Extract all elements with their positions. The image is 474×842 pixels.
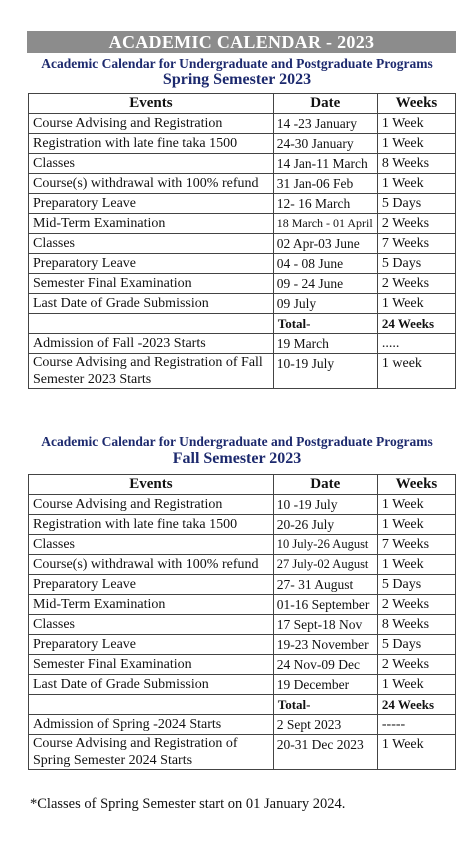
weeks-header: Weeks bbox=[377, 475, 455, 495]
event-cell: Mid-Term Examination bbox=[29, 214, 274, 234]
fall-semester-title: Fall Semester 2023 bbox=[172, 450, 302, 467]
weeks-cell: 7 Weeks bbox=[377, 535, 455, 555]
total-row bbox=[29, 695, 456, 715]
weeks-header: Weeks bbox=[377, 94, 455, 114]
weeks-cell: 7 Weeks bbox=[377, 234, 455, 254]
table-row bbox=[29, 495, 456, 515]
date-header: Date bbox=[273, 94, 377, 114]
date-cell: 17 Sept-18 Nov bbox=[273, 615, 377, 635]
date-cell: 12- 16 March bbox=[273, 194, 377, 214]
date-cell: 01-16 September bbox=[273, 595, 377, 615]
date-cell: 20-26 July bbox=[273, 515, 377, 535]
weeks-cell: 1 Week bbox=[377, 495, 455, 515]
table-row bbox=[29, 214, 456, 234]
empty-cell bbox=[29, 314, 274, 334]
weeks-cell: 5 Days bbox=[377, 575, 455, 595]
date-cell: 04 - 08 June bbox=[273, 254, 377, 274]
event-cell: Course Advising and Registration of Spring Semester 2024 Starts bbox=[29, 735, 274, 770]
date-cell: 31 Jan-06 Feb bbox=[273, 174, 377, 194]
table-row bbox=[29, 354, 456, 389]
event-cell: Classes bbox=[29, 154, 274, 174]
fall-program-title: Academic Calendar for Undergraduate and Postgraduate Programs bbox=[41, 434, 433, 449]
date-cell: 2 Sept 2023 bbox=[273, 715, 377, 735]
event-cell: Preparatory Leave bbox=[29, 635, 274, 655]
weeks-cell: ----- bbox=[377, 715, 455, 735]
weeks-cell: 2 Weeks bbox=[377, 274, 455, 294]
event-cell: Preparatory Leave bbox=[29, 254, 274, 274]
total-weeks: 24 Weeks bbox=[377, 695, 455, 715]
weeks-cell: 5 Days bbox=[377, 254, 455, 274]
weeks-cell: 1 week bbox=[377, 354, 455, 389]
weeks-cell: 1 Week bbox=[377, 555, 455, 575]
date-cell: 24 Nov-09 Dec bbox=[273, 655, 377, 675]
table-row bbox=[29, 595, 456, 615]
table-row bbox=[29, 515, 456, 535]
table-header-row bbox=[29, 94, 456, 114]
event-cell: Registration with late fine taka 1500 bbox=[29, 515, 274, 535]
event-cell: Classes bbox=[29, 234, 274, 254]
date-cell: 10 -19 July bbox=[273, 495, 377, 515]
date-cell: 02 Apr-03 June bbox=[273, 234, 377, 254]
weeks-cell: 5 Days bbox=[377, 194, 455, 214]
date-cell: 24-30 January bbox=[273, 134, 377, 154]
weeks-cell: 8 Weeks bbox=[377, 615, 455, 635]
event-cell: Registration with late fine taka 1500 bbox=[29, 134, 274, 154]
date-cell: 19-23 November bbox=[273, 635, 377, 655]
table-row bbox=[29, 114, 456, 134]
spring-semester-title: Spring Semester 2023 bbox=[162, 71, 312, 88]
spring-calendar-table bbox=[28, 93, 456, 389]
event-cell: Classes bbox=[29, 535, 274, 555]
table-row bbox=[29, 294, 456, 314]
table-row bbox=[29, 334, 456, 354]
spring-program-title: Academic Calendar for Undergraduate and Postgraduate Programs bbox=[41, 56, 433, 71]
date-cell: 27 July-02 August bbox=[273, 555, 377, 575]
event-cell: Preparatory Leave bbox=[29, 575, 274, 595]
table-row bbox=[29, 735, 456, 770]
date-cell: 14 -23 January bbox=[273, 114, 377, 134]
date-cell: 19 March bbox=[273, 334, 377, 354]
table-row bbox=[29, 535, 456, 555]
fall-calendar-table bbox=[28, 474, 456, 770]
date-cell: 09 - 24 June bbox=[273, 274, 377, 294]
weeks-cell: 5 Days bbox=[377, 635, 455, 655]
weeks-cell: 1 Week bbox=[377, 114, 455, 134]
total-weeks: 24 Weeks bbox=[377, 314, 455, 334]
date-cell: 09 July bbox=[273, 294, 377, 314]
weeks-cell: 1 Week bbox=[377, 675, 455, 695]
event-cell: Semester Final Examination bbox=[29, 655, 274, 675]
event-cell: Course(s) withdrawal with 100% refund bbox=[29, 555, 274, 575]
weeks-cell: 2 Weeks bbox=[377, 655, 455, 675]
event-cell: Semester Final Examination bbox=[29, 274, 274, 294]
weeks-cell: 1 Week bbox=[377, 134, 455, 154]
date-cell: 18 March - 01 April bbox=[273, 214, 377, 234]
table-row bbox=[29, 555, 456, 575]
table-row bbox=[29, 254, 456, 274]
empty-cell bbox=[29, 695, 274, 715]
event-cell: Admission of Fall -2023 Starts bbox=[29, 334, 274, 354]
event-cell: Course Advising and Registration bbox=[29, 495, 274, 515]
table-row bbox=[29, 174, 456, 194]
table-row bbox=[29, 274, 456, 294]
total-label: Total- bbox=[273, 695, 377, 715]
event-cell: Course Advising and Registration of Fall Semester 2023 Starts bbox=[29, 354, 274, 389]
table-row bbox=[29, 675, 456, 695]
table-row bbox=[29, 655, 456, 675]
table-row bbox=[29, 715, 456, 735]
event-cell: Last Date of Grade Submission bbox=[29, 675, 274, 695]
table-row bbox=[29, 194, 456, 214]
weeks-cell: 8 Weeks bbox=[377, 154, 455, 174]
date-cell: 19 December bbox=[273, 675, 377, 695]
table-row bbox=[29, 615, 456, 635]
date-header: Date bbox=[273, 475, 377, 495]
table-row bbox=[29, 234, 456, 254]
date-cell: 27- 31 August bbox=[273, 575, 377, 595]
weeks-cell: 1 Week bbox=[377, 174, 455, 194]
weeks-cell: ..... bbox=[377, 334, 455, 354]
date-cell: 14 Jan-11 March bbox=[273, 154, 377, 174]
date-cell: 10 July-26 August bbox=[273, 535, 377, 555]
event-cell: Mid-Term Examination bbox=[29, 595, 274, 615]
table-row bbox=[29, 575, 456, 595]
date-cell: 10-19 July bbox=[273, 354, 377, 389]
event-cell: Course Advising and Registration bbox=[29, 114, 274, 134]
date-cell: 20-31 Dec 2023 bbox=[273, 735, 377, 770]
footnote: *Classes of Spring Semester start on 01 January 2024. bbox=[30, 796, 346, 812]
table-row bbox=[29, 635, 456, 655]
total-row bbox=[29, 314, 456, 334]
event-cell: Preparatory Leave bbox=[29, 194, 274, 214]
weeks-cell: 1 Week bbox=[377, 735, 455, 770]
event-cell: Classes bbox=[29, 615, 274, 635]
weeks-cell: 2 Weeks bbox=[377, 214, 455, 234]
event-cell: Admission of Spring -2024 Starts bbox=[29, 715, 274, 735]
weeks-cell: 2 Weeks bbox=[377, 595, 455, 615]
total-label: Total- bbox=[273, 314, 377, 334]
event-cell: Course(s) withdrawal with 100% refund bbox=[29, 174, 274, 194]
events-header: Events bbox=[29, 94, 274, 114]
weeks-cell: 1 Week bbox=[377, 515, 455, 535]
table-row bbox=[29, 134, 456, 154]
weeks-cell: 1 Week bbox=[377, 294, 455, 314]
events-header: Events bbox=[29, 475, 274, 495]
table-row bbox=[29, 154, 456, 174]
calendar-banner: ACADEMIC CALENDAR - 2023 bbox=[27, 31, 456, 53]
event-cell: Last Date of Grade Submission bbox=[29, 294, 274, 314]
table-header-row bbox=[29, 475, 456, 495]
